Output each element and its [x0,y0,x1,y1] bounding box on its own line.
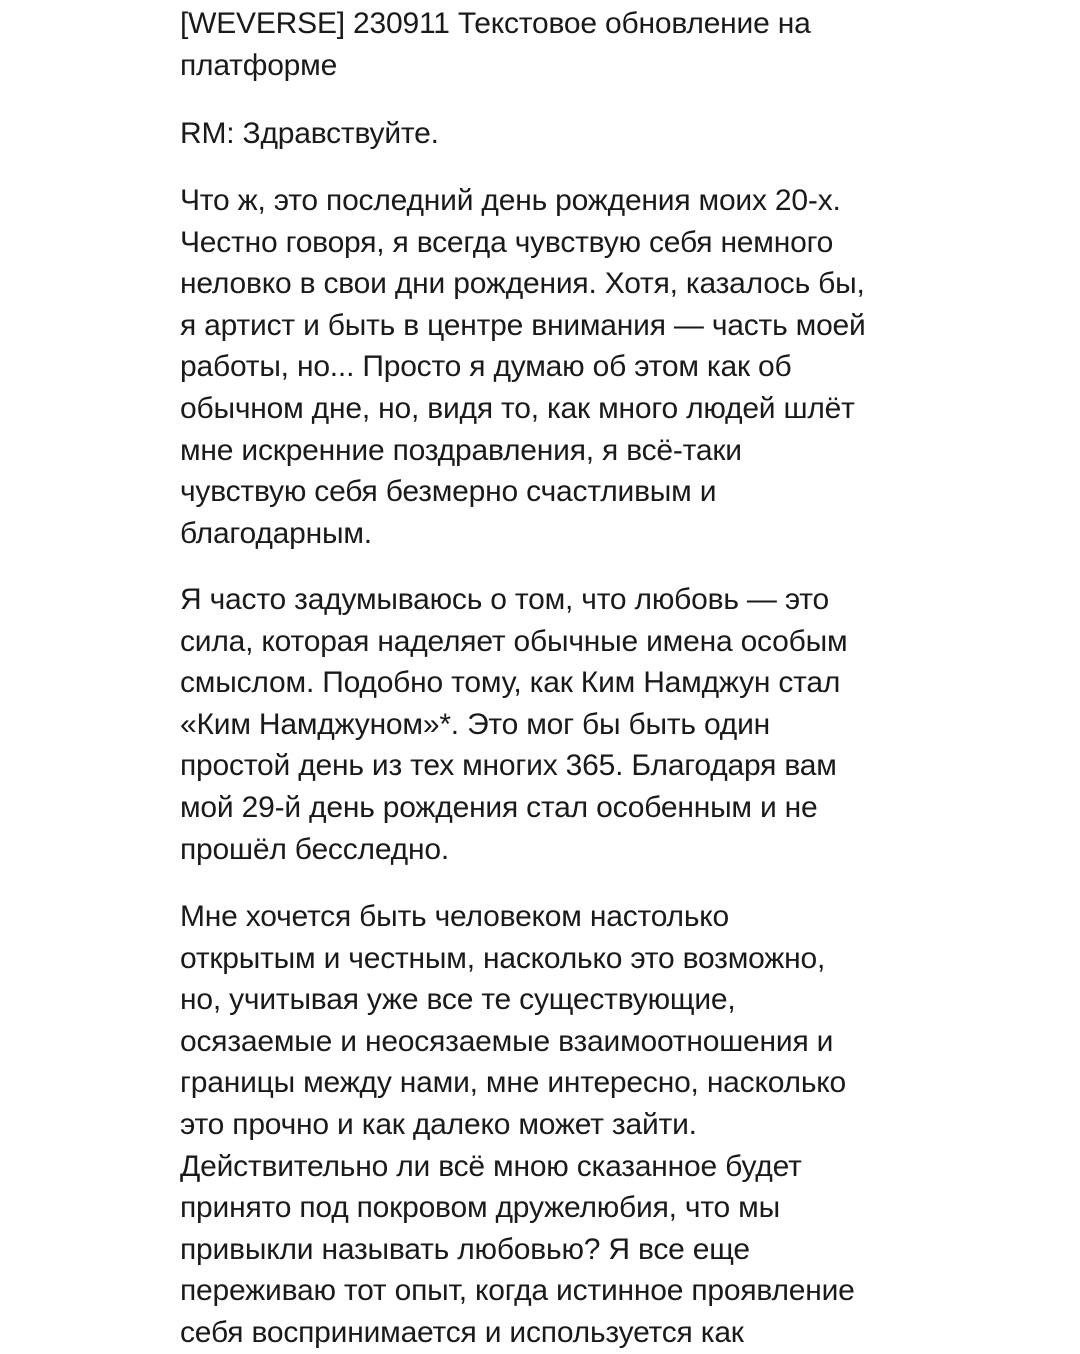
paragraph-2 [180,579,910,870]
paragraph-line: благодарным. [180,516,372,550]
paragraph-line: границы между нами, мне интересно, насколько [180,1066,847,1100]
paragraph-line: открытым и честным, насколько это возможно, [180,941,826,975]
paragraph-line: Мне хочется быть человеком настолько [180,900,730,933]
paragraph-line: мне искренние поздравления, я всё-таки [180,433,742,467]
paragraph-line: но, учитывая уже все те существующие, [180,983,736,1017]
paragraph-line: я артист и быть в центре внимания — часть моей [180,308,866,342]
paragraph-line: «Ким Намджуном»*. Это мог бы быть один [180,707,771,741]
paragraph-line: Я часто задумываюсь о том, что любовь — это [180,583,829,616]
paragraph-1 [180,180,910,554]
paragraph-line: работы, но... Просто я думаю об этом как об [180,350,792,384]
paragraph-line: сила, которая наделяет обычные имена особым [180,624,848,658]
post-title-line: [WEVERSE] 230911 Текстовое обновление на [180,7,811,40]
paragraph-line: чувствую себя безмерно счастливым и [180,475,717,509]
paragraph-line: простой день из тех многих 365. Благодаря вам [180,749,837,783]
post-title [180,3,910,86]
paragraph-line: привыкли называть любовью? Я все еще [180,1232,750,1266]
paragraph-line: смыслом. Подобно тому, как Ким Намджун стал [180,666,841,700]
paragraph-3 [180,896,910,1354]
paragraph-line: себя воспринимается и используется как [180,1315,744,1349]
paragraph-line: прошёл бесследно. [180,832,449,866]
paragraph-line: мой 29-й день рождения стал особенным и не [180,790,818,824]
paragraph-line: Что ж, это последний день рождения моих 20-х. [180,184,841,217]
paragraph-line: осязаемые и неосязаемые взаимоотношения и [180,1024,834,1058]
paragraph-line: это прочно и как далеко может зайти. [180,1107,697,1141]
paragraph-line: принято под покровом дружелюбия, что мы [180,1191,780,1225]
paragraph-line: переживаю тот опыт, когда истинное проявление [180,1274,855,1308]
paragraph-line: Действительно ли всё мною сказанное будет [180,1149,802,1183]
paragraph-line: неловко в свои дни рождения. Хотя, казалось бы, [180,267,865,301]
post-title-line: платформе [180,48,338,82]
paragraph-line: обычном дне, но, видя то, как много людей шлёт [180,391,855,425]
greeting-text: RM: Здравствуйте. [180,117,439,150]
paragraph-line: Честно говоря, я всегда чувствую себя немного [180,225,834,259]
